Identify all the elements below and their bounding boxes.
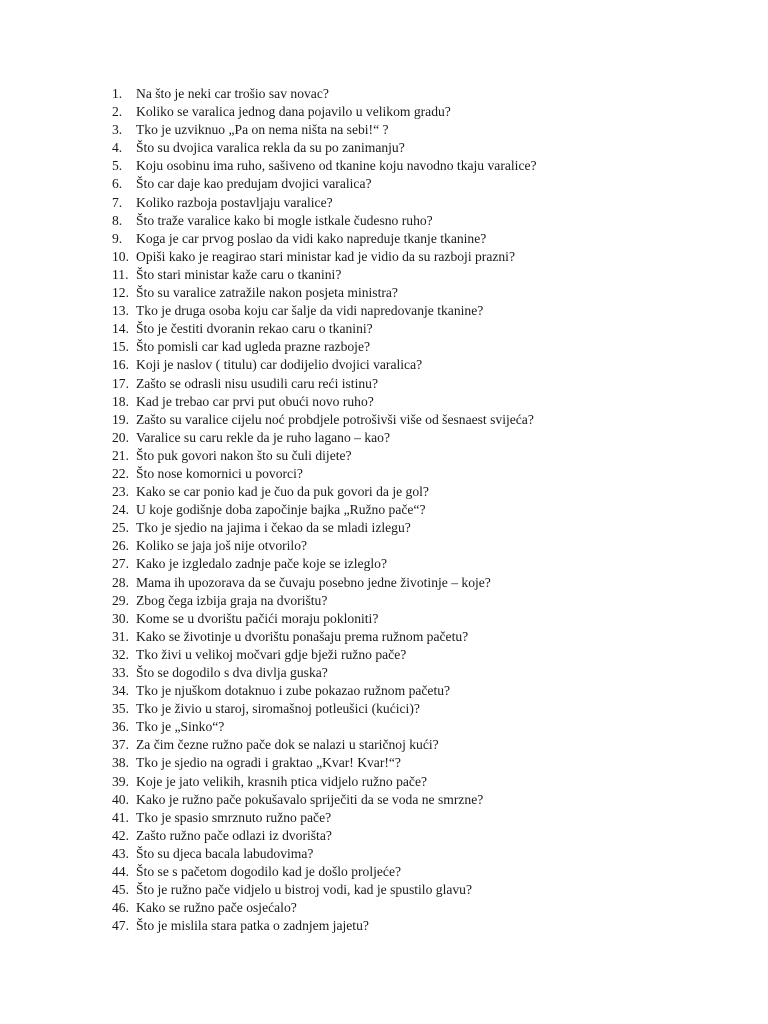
question-text: Opiši kako je reagirao stari ministar kad je vidio da su razboji prazni?: [136, 248, 515, 264]
question-number: 30.: [112, 610, 129, 626]
question-text: Tko je druga osoba koju car šalje da vidi napredovanje tkanine?: [136, 303, 484, 319]
question-item: [112, 121, 537, 139]
question-text: Zašto se odrasli nisu usudili caru reći istinu?: [136, 375, 378, 391]
question-number: 38.: [112, 755, 129, 771]
question-text: Tko je sjedio na ogradi i graktao „Kvar! Kvar!“?: [136, 755, 401, 771]
question-text: Kome se u dvorištu pačići moraju pokloniti?: [136, 610, 379, 626]
question-number: 4.: [112, 140, 123, 156]
question-item: [112, 718, 537, 736]
question-list: [112, 85, 537, 935]
question-text: Varalice su caru rekle da je ruho lagano – kao?: [136, 429, 391, 445]
question-number: 39.: [112, 773, 129, 789]
question-item: [112, 465, 537, 483]
question-text: Što je mislila stara patka o zadnjem jajetu?: [136, 918, 369, 934]
question-number: 20.: [112, 429, 129, 445]
question-text: Što traže varalice kako bi mogle istkale čudesno ruho?: [136, 212, 433, 228]
question-number: 23.: [112, 484, 129, 500]
question-number: 36.: [112, 719, 129, 735]
question-text: Što pomisli car kad ugleda prazne razboje?: [136, 339, 371, 355]
question-text: Tko živi u velikoj močvari gdje bježi ružno pače?: [136, 646, 407, 662]
question-text: Kako se ružno pače osjećalo?: [136, 900, 297, 916]
question-item: [112, 85, 537, 103]
question-text: Koliko se varalica jednog dana pojavilo u velikom gradu?: [136, 104, 451, 120]
question-number: 2.: [112, 104, 123, 120]
question-item: [112, 881, 537, 899]
question-number: 31.: [112, 628, 129, 644]
question-text: Tko je spasio smrznuto ružno pače?: [136, 809, 332, 825]
question-number: 17.: [112, 375, 129, 391]
question-item: [112, 429, 537, 447]
question-number: 11.: [112, 266, 129, 282]
question-number: 40.: [112, 791, 129, 807]
question-item: [112, 610, 537, 628]
question-number: 26.: [112, 538, 129, 554]
question-number: 8.: [112, 212, 123, 228]
question-number: 37.: [112, 737, 129, 753]
question-item: [112, 682, 537, 700]
question-number: 27.: [112, 556, 129, 572]
question-number: 43.: [112, 845, 129, 861]
question-text: Koliko se jaja još nije otvorilo?: [136, 538, 308, 554]
question-text: Tko je živio u staroj, siromašnoj potleušici (kućici)?: [136, 701, 420, 717]
question-item: [112, 212, 537, 230]
question-item: [112, 574, 537, 592]
question-item: [112, 103, 537, 121]
question-number: 29.: [112, 592, 129, 608]
question-number: 16.: [112, 357, 129, 373]
question-text: Zbog čega izbija graja na dvorištu?: [136, 592, 328, 608]
question-number: 13.: [112, 303, 129, 319]
question-number: 25.: [112, 520, 129, 536]
question-text: Koga je car prvog poslao da vidi kako napreduje tkanje tkanine?: [136, 230, 487, 246]
question-text: Koliko razboja postavljaju varalice?: [136, 194, 333, 210]
question-item: [112, 773, 537, 791]
question-item: [112, 592, 537, 610]
question-number: 47.: [112, 918, 129, 934]
question-number: 44.: [112, 864, 129, 880]
question-text: Kako je ružno pače pokušavalo spriječiti da se voda ne smrzne?: [136, 791, 484, 807]
question-item: [112, 175, 537, 193]
question-number: 9.: [112, 230, 123, 246]
question-text: Što se s pačetom dogodilo kad je došlo proljeće?: [136, 864, 402, 880]
question-number: 28.: [112, 574, 129, 590]
question-text: Što je ružno pače vidjelo u bistroj vodi, kad je spustilo glavu?: [136, 882, 473, 898]
question-text: Zašto ružno pače odlazi iz dvorišta?: [136, 827, 332, 843]
question-item: [112, 863, 537, 881]
question-number: 12.: [112, 285, 129, 301]
question-item: [112, 320, 537, 338]
question-item: [112, 375, 537, 393]
question-text: Zašto su varalice cijelu noć probdjele potrošivši više od šesnaest svijeća?: [136, 411, 534, 427]
question-item: [112, 845, 537, 863]
question-text: U koje godišnje doba započinje bajka „Ružno pače“?: [136, 502, 426, 518]
question-number: 19.: [112, 411, 129, 427]
question-item: [112, 284, 537, 302]
question-text: Kako se car ponio kad je čuo da puk govori da je gol?: [136, 484, 429, 500]
question-number: 45.: [112, 882, 129, 898]
question-number: 6.: [112, 176, 123, 192]
question-text: Koju osobinu ima ruho, sašiveno od tkanine koju navodno tkaju varalice?: [136, 158, 537, 174]
question-item: [112, 230, 537, 248]
question-item: [112, 483, 537, 501]
question-item: [112, 791, 537, 809]
question-item: [112, 338, 537, 356]
question-text: Što su djeca bacala labudovima?: [136, 845, 314, 861]
question-number: 10.: [112, 248, 129, 264]
question-item: [112, 827, 537, 845]
question-number: 24.: [112, 502, 129, 518]
question-number: 22.: [112, 465, 129, 481]
question-item: [112, 266, 537, 284]
question-text: Što car daje kao predujam dvojici varalica?: [136, 176, 372, 192]
question-text: Što nose komornici u povorci?: [136, 465, 303, 481]
question-text: Za čim čezne ružno pače dok se nalazi u staričnoj kući?: [136, 737, 439, 753]
question-number: 46.: [112, 900, 129, 916]
question-text: Što puk govori nakon što su čuli dijete?: [136, 447, 352, 463]
question-number: 41.: [112, 809, 129, 825]
question-item: [112, 248, 537, 266]
question-text: Tko je njuškom dotaknuo i zube pokazao ružnom pačetu?: [136, 683, 451, 699]
question-number: 33.: [112, 665, 129, 680]
question-item: [112, 646, 537, 664]
question-text: Koje je jato velikih, krasnih ptica vidjelo ružno pače?: [136, 773, 428, 789]
question-item: [112, 447, 537, 465]
question-number: 21.: [112, 447, 129, 463]
question-number: 1.: [112, 86, 123, 101]
question-number: 5.: [112, 158, 123, 174]
question-text: Na što je neki car trošio sav novac?: [136, 86, 329, 101]
question-item: [112, 393, 537, 411]
question-text: Tko je „Sinko“?: [136, 719, 225, 735]
question-number: 15.: [112, 339, 129, 355]
question-text: Mama ih upozorava da se čuvaju posebno jedne životinje – koje?: [136, 574, 491, 590]
question-number: 7.: [112, 194, 123, 210]
question-number: 3.: [112, 122, 123, 138]
question-item: [112, 411, 537, 429]
question-item: [112, 899, 537, 917]
question-text: Što stari ministar kaže caru o tkanini?: [136, 266, 342, 282]
question-number: 42.: [112, 827, 129, 843]
question-item: [112, 917, 537, 935]
question-number: 32.: [112, 646, 129, 662]
question-item: [112, 302, 537, 320]
question-item: [112, 194, 537, 212]
question-item: [112, 628, 537, 646]
question-text: Što se dogodilo s dva divlja guska?: [136, 665, 328, 680]
question-item: [112, 700, 537, 718]
question-item: [112, 555, 537, 573]
question-text: Što je čestiti dvoranin rekao caru o tkanini?: [136, 321, 373, 337]
question-item: [112, 519, 537, 537]
question-text: Koji je naslov ( titulu) car dodijelio dvojici varalica?: [136, 357, 423, 373]
question-text: Što su dvojica varalica rekla da su po zanimanju?: [136, 140, 405, 156]
question-text: Što su varalice zatražile nakon posjeta ministra?: [136, 285, 398, 301]
question-item: [112, 809, 537, 827]
question-item: [112, 664, 537, 682]
question-text: Kad je trebao car prvi put obući novo ruho?: [136, 393, 374, 409]
question-text: Tko je uzviknuo „Pa on nema ništa na sebi!“ ?: [136, 122, 389, 138]
question-item: [112, 736, 537, 754]
question-number: 34.: [112, 683, 129, 699]
question-item: [112, 139, 537, 157]
question-text: Kako je izgledalo zadnje pače koje se izleglo?: [136, 556, 387, 572]
question-text: Tko je sjedio na jajima i čekao da se mladi izlegu?: [136, 520, 411, 536]
question-item: [112, 501, 537, 519]
question-number: 14.: [112, 321, 129, 337]
question-item: [112, 754, 537, 772]
question-text: Kako se životinje u dvorištu ponašaju prema ružnom pačetu?: [136, 628, 469, 644]
question-number: 35.: [112, 701, 129, 717]
question-item: [112, 537, 537, 555]
question-item: [112, 157, 537, 175]
question-number: 18.: [112, 393, 129, 409]
question-item: [112, 356, 537, 374]
